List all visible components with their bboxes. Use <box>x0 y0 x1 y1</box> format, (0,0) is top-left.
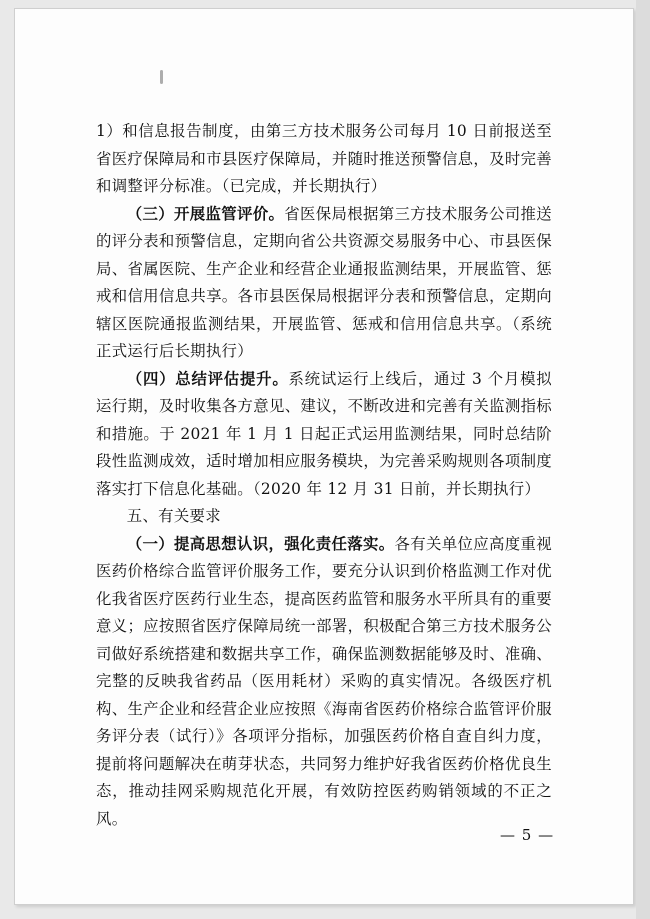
paragraph-section-3 <box>96 201 552 366</box>
page-number: — 5 — <box>500 826 555 844</box>
section-five-title: 五、有关要求 <box>126 507 221 525</box>
section-3-text: 省医保局根据第三方技术服务公司推送的评分表和预警信息，定期向省公共资源交易服务中心、市县医保局、省属医院、生产企业和经营企业通报监测结果，开展监管、惩戒和信用信息共享。各市县医保局根据评分表和预警信息，定期向辖区医院通报监测结果，开展监管、惩戒和信用信息共享。（系统正式运行后长期执行） <box>96 204 552 360</box>
document-body <box>96 118 552 833</box>
paragraph-section-4 <box>96 366 552 504</box>
requirement-1-heading: （一）提高思想认识，强化责任落实。 <box>126 534 395 553</box>
section-3-heading: （三）开展监管评价。 <box>126 204 285 223</box>
paragraph-requirement-1 <box>96 531 552 834</box>
paragraph-continuation: 1）和信息报告制度，由第三方技术服务公司每月 10 日前报送至省医疗保障局和市县医疗保障局，并随时推送预警信息，及时完善和调整评分标准。（已完成，并长期执行） <box>96 122 552 195</box>
section-4-text: 系统试运行上线后，通过 3 个月模拟运行期，及时收集各方意见、建议，不断改进和完善有关监测指标和措施。于 2021 年 1 月 1 日起正式运用监测结果，同时总结阶段性监测成效，适时增加相应服务模块，为完善采购规则各项制度落实打下信息化基础。（2020 年 12 月 31 日前，并长期执行） <box>96 369 552 498</box>
requirement-1-text: 各有关单位应高度重视医药价格综合监管评价服务工作，要充分认识到价格监测工作对优化我省医疗医药行业生态，提高医药监管和服务水平所具有的重要意义；应按照省医疗保障局统一部署，积极配合第三方技术服务公司做好系统搭建和数据共享工作，确保监测数据能够及时、准确、完整的反映我省药品（医用耗材）采购的真实情况。各级医疗机构、生产企业和经营企业应按照《海南省医药价格综合监管评价服务评分表（试行）》各项评分指标，加强医药价格自查自纠力度，提前将问题解决在萌芽状态，共同努力维护好我省医药价格优良生态，推动挂网采购规范化开展，有效防控医药购销领域的不正之风。 <box>96 534 552 828</box>
scan-edge <box>636 0 650 919</box>
scan-speck <box>160 70 163 84</box>
section-4-heading: （四）总结评估提升。 <box>126 369 289 388</box>
